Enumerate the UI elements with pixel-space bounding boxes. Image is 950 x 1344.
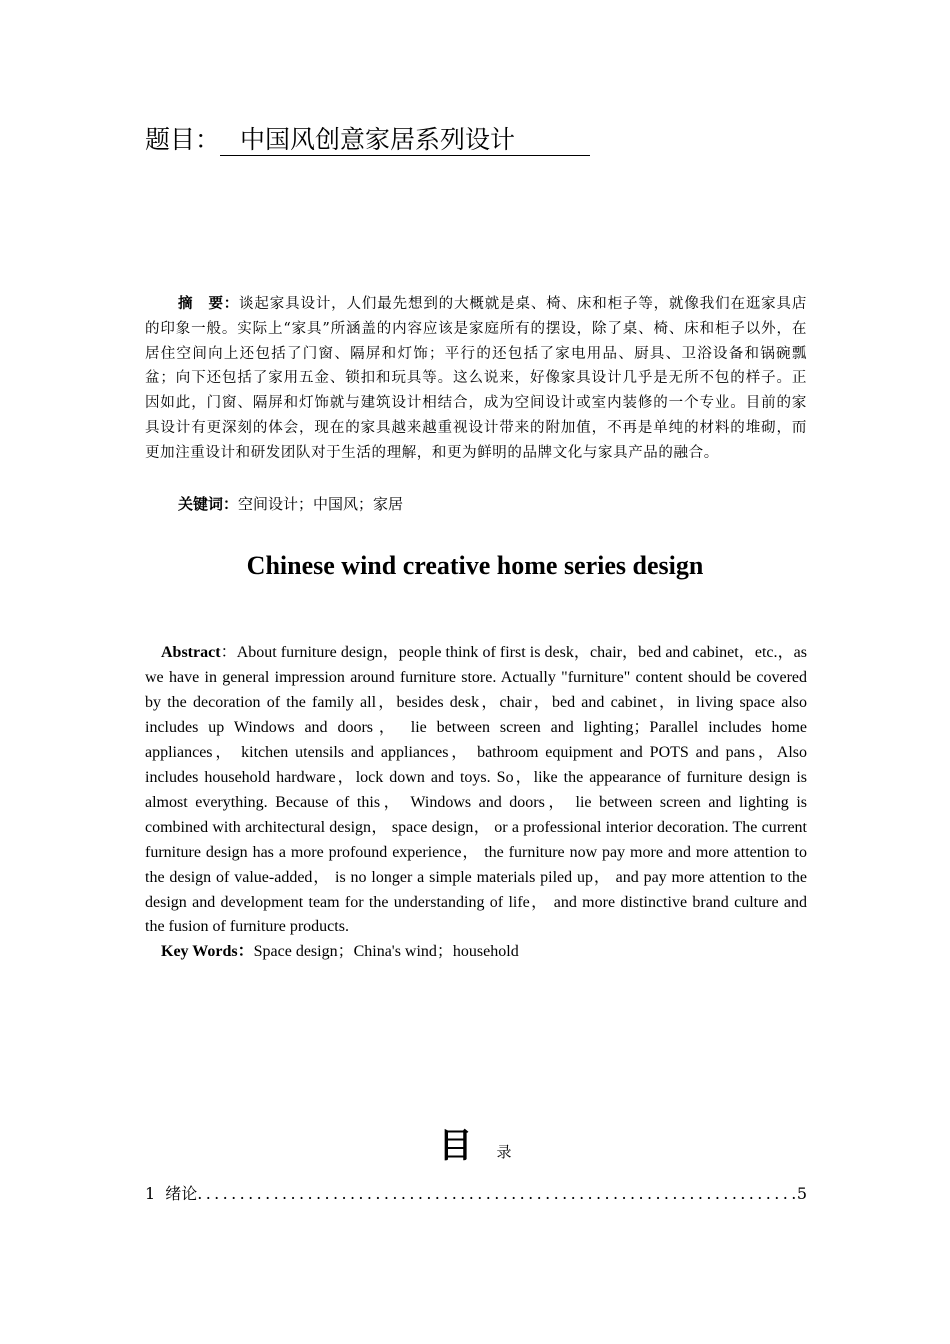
abstract-chinese-text: 谈起家具设计，人们最先想到的大概就是桌、椅、床和柜子等，就像我们在逛家具店的印象一般。实际上“家具”所涵盖的内容应该是家庭所有的摆设，除了桌、椅、床和柜子以外，在居住空间向上还包括了门窗、隔屏和灯饰；平行的还包括了家电用品、厨具、卫浴设备和锅碗瓢盆；向下还包括了家用五金、锁扣和玩具等。这么说来，好像家具设计几乎是无所不包的样子。正因如此，门窗、隔屏和灯饰就与建筑设计相结合，成为空间设计或室内装修的一个专业。目前的家具设计有更深刻的体会，现在的家具越来越重视设计带来的附加值，不再是单纯的材料的堆砌，而更加注重设计和研发团队对于生活的理解，和更为鲜明的品牌文化与家具产品的融合。 [145, 296, 807, 461]
abstract-english-label: Abstract [161, 644, 221, 661]
abstract-chinese [145, 292, 807, 466]
thesis-title-value: 中国风创意家居系列设计 [220, 125, 590, 156]
keywords-chinese-label: 关键词： [178, 495, 239, 513]
keywords-chinese [178, 492, 403, 516]
keywords-english-label: Key Words： [161, 943, 254, 960]
abstract-english-text: ：About furniture design，people think of first is desk，chair，bed and cabinet，etc.，as we have in general impression around furniture store. Actually "furniture" content should be covered by the decoration of the family all，besides desk，chair，bed and cabinet，in living space also includes up Windows and doors， lie between screen and lighting；Parallel includes home appliances， kitchen utensils and appliances， bathroom equipment and POTS and pans，Also includes household hardware，lock down and toys. So，like the appearance of furniture design is almost everything. Because of this， Windows and doors， lie between screen and lighting is combined with architectural design， space design， or a professional interior decoration. The current furniture design has a more profound experience， the furniture now pay more and more attention to the design of value-added， is no longer a simple materials piled up， and pay more attention to the design and development team for the understanding of life， and more distinctive brand culture and the fusion of furniture products. [145, 644, 807, 936]
toc-entry[interactable] [145, 1181, 807, 1207]
keywords-chinese-text: 空间设计；中国风；家居 [238, 495, 404, 513]
toc-heading [0, 1118, 950, 1167]
keywords-english-text: Space design；China's wind；household [253, 943, 519, 960]
thesis-title-label: 题目： [145, 125, 221, 154]
thesis-title [145, 122, 590, 158]
toc-leader-dots [197, 1181, 795, 1207]
abstract-english [145, 641, 807, 940]
keywords-english [161, 940, 519, 964]
english-title: Chinese wind creative home series design [246, 551, 704, 580]
toc-heading-main: 目 [438, 1126, 473, 1166]
toc-entry-page: 5 [796, 1184, 807, 1203]
toc-entry-title: 绪论 [165, 1184, 198, 1203]
abstract-chinese-label: 摘 要： [178, 296, 240, 312]
toc-entry-number: 1 [145, 1184, 156, 1203]
toc-heading-secondary: 录 [496, 1143, 512, 1161]
